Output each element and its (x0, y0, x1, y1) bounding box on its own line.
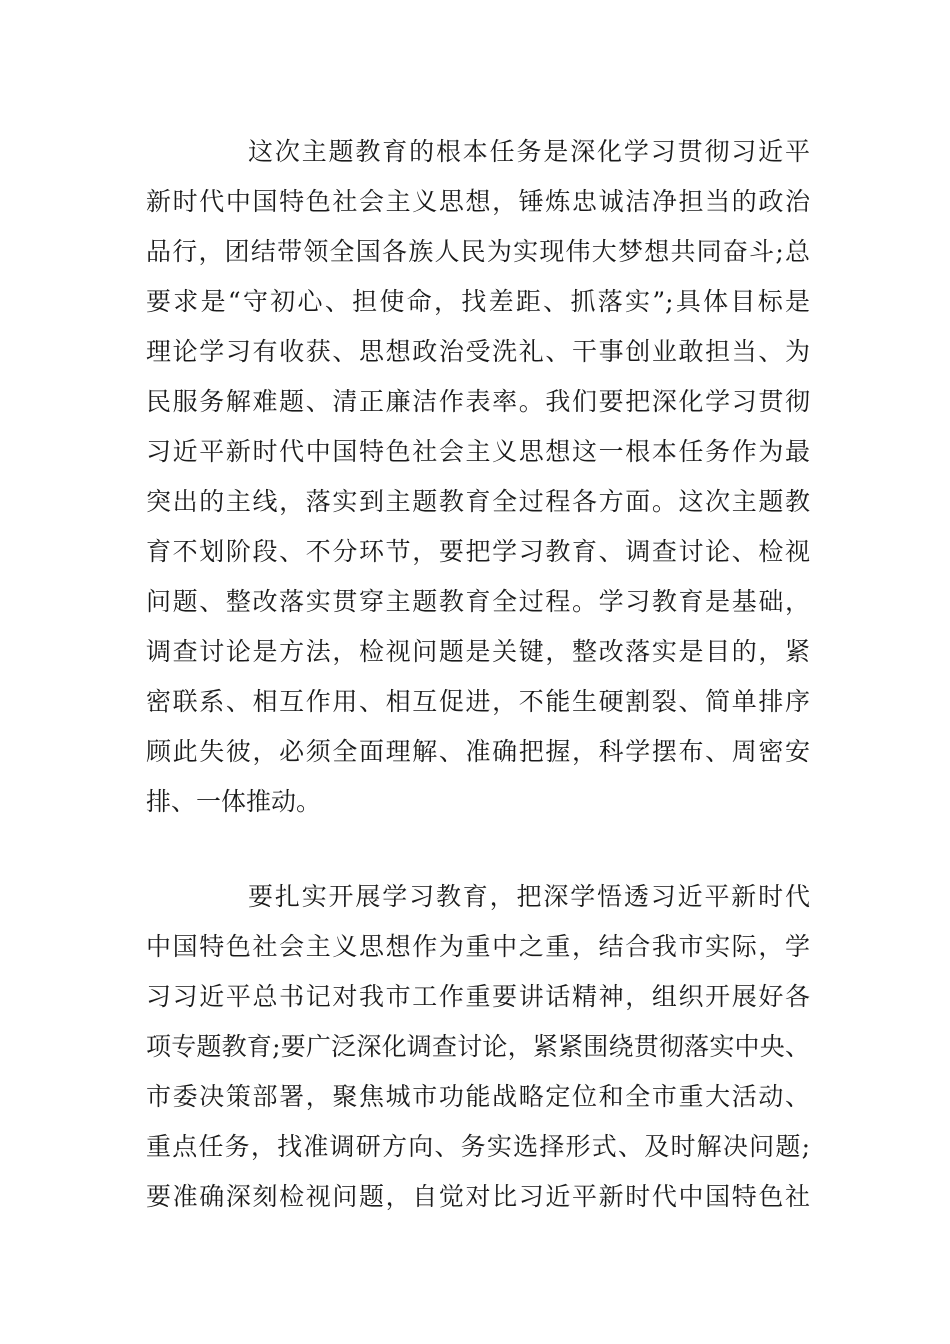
paragraph-line: 新时代中国特色社会主义思想，锤炼忠诚洁净担当的政治 (146, 187, 810, 216)
paragraph-1 (146, 127, 810, 827)
paragraph-line: 品行，团结带领全国各族人民为实现伟大梦想共同奋斗;总 (146, 237, 810, 266)
paragraph-line: 市委决策部署，聚焦城市功能战略定位和全市重大活动、 (146, 1082, 810, 1111)
paragraph-line: 民服务解难题、清正廉洁作表率。我们要把深化学习贯彻 (146, 387, 810, 416)
paragraph-line: 顾此失彼，必须全面理解、准确把握，科学摆布、周密安 (146, 737, 810, 766)
paragraph-line: 习习近平总书记对我市工作重要讲话精神，组织开展好各 (146, 982, 810, 1011)
paragraph-line: 中国特色社会主义思想作为重中之重，结合我市实际，学 (146, 932, 810, 961)
paragraph-line: 问题、整改落实贯穿主题教育全过程。学习教育是基础， (146, 587, 810, 616)
paragraph-line: 重点任务，找准调研方向、务实选择形式、及时解决问题; (146, 1132, 810, 1161)
paragraph-line: 要准确深刻检视问题，自觉对比习近平新时代中国特色社 (146, 1182, 810, 1211)
paragraph-line: 理论学习有收获、思想政治受洗礼、干事创业敢担当、为 (146, 337, 810, 366)
paragraph-2 (146, 872, 810, 1222)
paragraph-line: 要求是“守初心、担使命，找差距、抓落实”;具体目标是 (146, 287, 810, 316)
paragraph-line: 要扎实开展学习教育，把深学悟透习近平新时代 (248, 882, 810, 911)
paragraph-line: 项专题教育;要广泛深化调查讨论，紧紧围绕贯彻落实中央、 (146, 1032, 810, 1061)
paragraph-line: 育不划阶段、不分环节，要把学习教育、调查讨论、检视 (146, 537, 810, 566)
paragraph-line: 这次主题教育的根本任务是深化学习贯彻习近平 (248, 137, 810, 166)
paragraph-line: 调查讨论是方法，检视问题是关键，整改落实是目的，紧 (146, 637, 810, 666)
paragraph-line: 排、一体推动。 (146, 787, 322, 816)
paragraph-line: 突出的主线，落实到主题教育全过程各方面。这次主题教 (146, 487, 810, 516)
paragraph-line: 习近平新时代中国特色社会主义思想这一根本任务作为最 (146, 437, 810, 466)
paragraph-line: 密联系、相互作用、相互促进，不能生硬割裂、简单排序 (146, 687, 810, 716)
